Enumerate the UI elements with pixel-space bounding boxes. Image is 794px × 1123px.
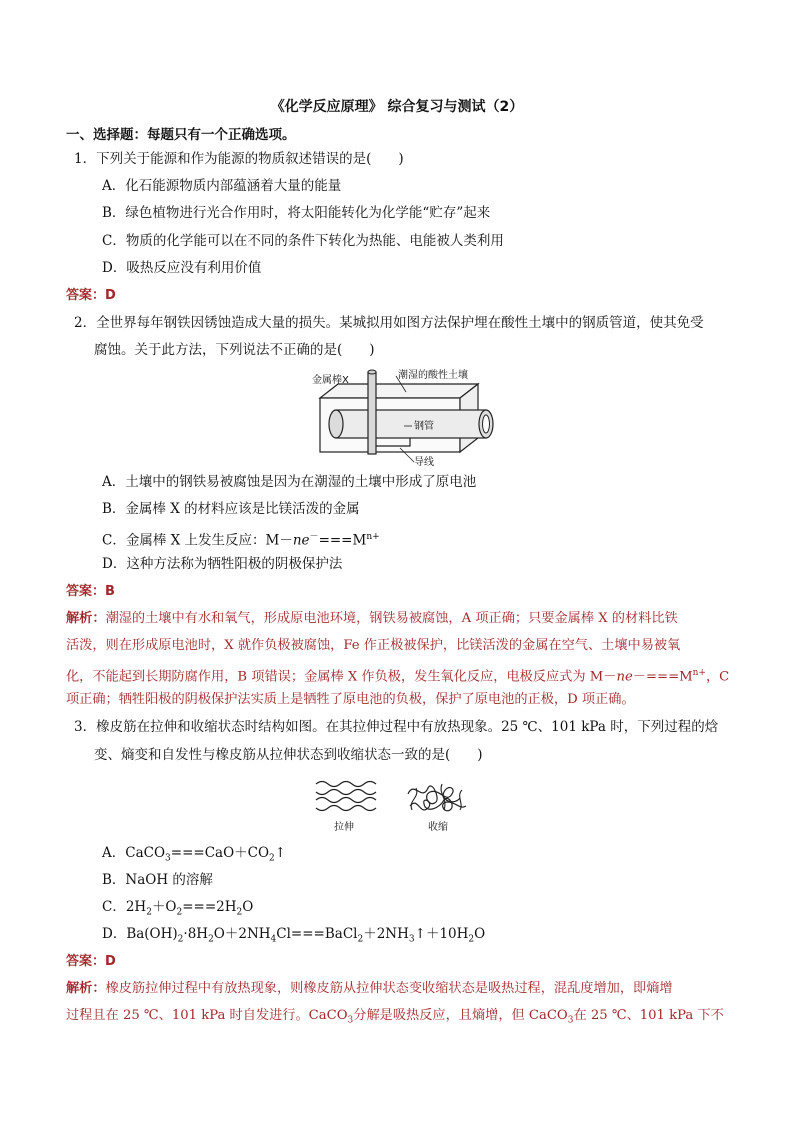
question-2-option-c: C．金属棒 X 上发生反应：$M-ne^-===M^{n+}$ [102,532,380,549]
question-2-explanation-line-3: 化，不能起到长期防腐作用，B 项错误；金属棒 X 作负极，发生氧化反应，电极反应式为 $M-ne-===M^{n+}$，C [66,668,730,685]
question-1-option-d: D．吸热反应没有利用价值 [102,260,262,276]
question-2-explanation-line-2: 活泼，则在形成原电池时，X 就作负极被腐蚀，Fe 作正极被保护，比镁活泼的金属在空气、土壤中易被氧 [66,638,681,653]
question-1-answer: 答案：D [66,288,116,303]
question-2-answer: 答案：B [66,584,115,599]
question-2-option-a: A．土壤中的钢铁易被腐蚀是因为在潮湿的土壤中形成了原电池 [102,474,477,490]
section-heading: 一、选择题：每题只有一个正确选项。 [66,127,296,143]
rubber-band-figure [312,776,482,834]
figure-label-pipe: 钢管 [414,421,434,432]
pipe-protection-figure [310,366,500,466]
figure-label-rod: 金属棒X [312,375,349,386]
question-1-option-a: A．化石能源物质内部蕴涵着大量的能量 [102,178,342,194]
question-2-stem-line-2: 腐蚀。关于此方法，下列说法不正确的是( ) [94,342,375,358]
question-3-option-d: D．$Ba(OH)_2\cdot 8H_2O+2NH_4Cl===BaCl_2+2NH_3↑+10H_2O$ [102,926,486,945]
question-3-option-c: C．$2H_2+O_2===2H_2O$ [102,899,254,918]
question-2-option-d: D．这种方法称为牺牲阳极的阴极保护法 [102,556,343,572]
question-3-option-a: A．$CaCO_3===CaO+CO_2↑$ [102,845,287,864]
figure-label-stretch: 拉伸 [334,822,354,833]
question-2-explanation-line-4: 项正确；牺牲阳极的阴极保护法实质上是牺牲了原电池的负极，保护了原电池的正极，D 项正确。 [66,692,635,707]
question-2-option-b: B．金属棒 X 的材料应该是比镁活泼的金属 [102,501,360,517]
question-1-option-c: C．物质的化学能可以在不同的条件下转化为热能、电能被人类利用 [102,233,504,249]
question-3-explanation-line-2: 过程且在 25 ℃、101 kPa 时自发进行。CaCO$_3$分解是吸热反应，且熵增，但 CaCO$_3$在 25 ℃、101 kPa 下不 [66,1008,724,1026]
question-3-answer: 答案：D [66,954,116,969]
question-2-stem-line-1: 2．全世界每年钢铁因锈蚀造成大量的损失。某城拟用如图方法保护埋在酸性土壤中的钢质管道，使其免受 [74,315,704,331]
question-3-explanation-line-1: 解析：橡皮筋拉伸过程中有放热现象，则橡皮筋从拉伸状态变收缩状态是吸热过程，混乱度增加，即熵增 [66,981,673,996]
question-2-explanation-line-1: 解析：潮湿的土壤中有水和氧气，形成原电池环境，钢铁易被腐蚀，A 项正确；只要金属棒 X 的材料比铁 [66,611,678,626]
figure-label-contract: 收缩 [428,822,448,833]
question-3-stem-line-1: 3．橡皮筋在拉伸和收缩状态时结构如图。在其拉伸过程中有放热现象。25 ℃、101 kPa 时，下列过程的焓 [74,719,719,735]
question-3-stem-line-2: 变、熵变和自发性与橡皮筋从拉伸状态到收缩状态一致的是( ) [94,747,483,763]
question-1-option-b: B．绿色植物进行光合作用时，将太阳能转化为化学能“贮存”起来 [102,205,491,221]
figure-label-wire: 导线 [414,457,434,466]
question-3-option-b: B．NaOH 的溶解 [102,872,213,888]
figure-label-soil: 潮湿的酸性土壤 [398,370,468,381]
question-1-stem: 1．下列关于能源和作为能源的物质叙述错误的是( ) [74,151,404,167]
page-title: 《化学反应原理》 综合复习与测试（2） [270,99,524,115]
